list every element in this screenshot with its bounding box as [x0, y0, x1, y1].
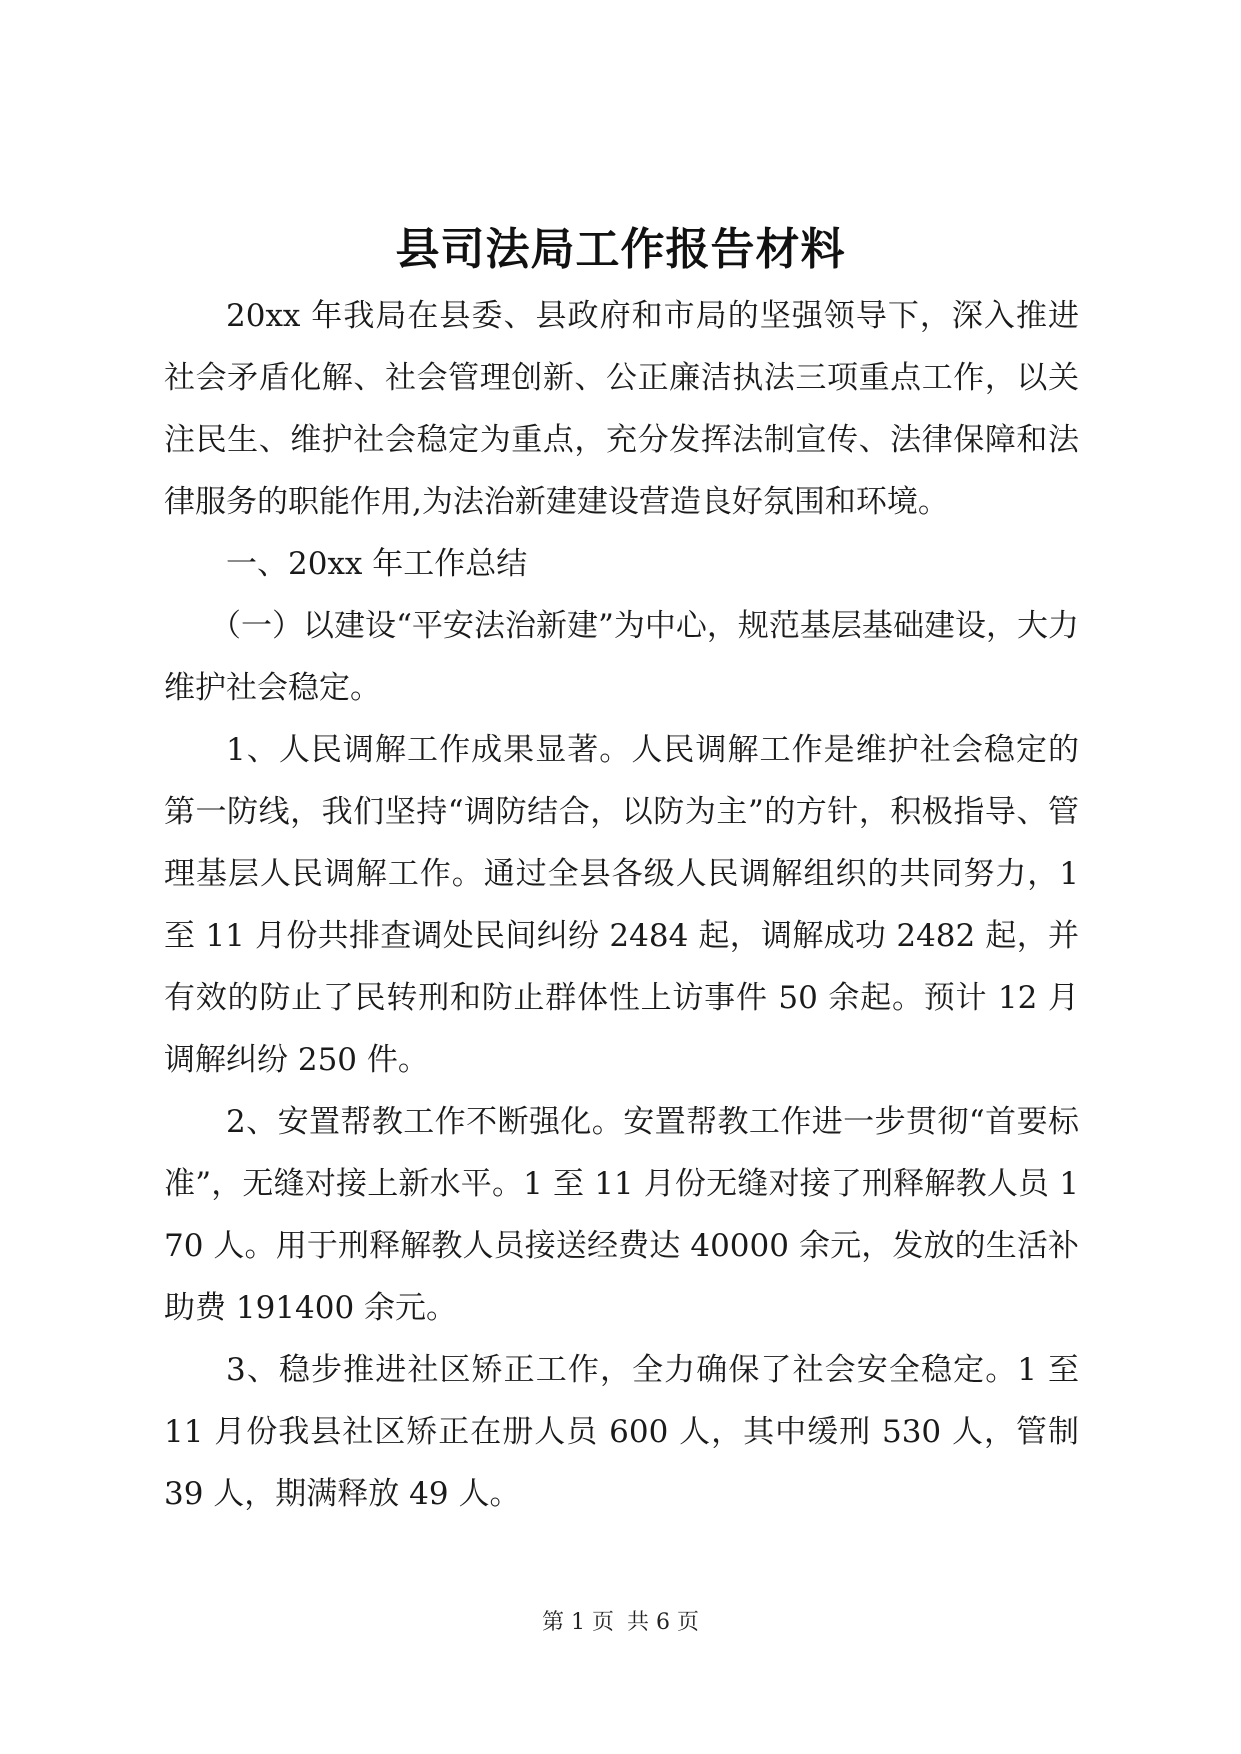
subsection-heading: （一）以建设“平安法治新建”为中心，规范基层基础建设，大力维护社会稳定。 [164, 608, 1079, 706]
document-body [164, 285, 1079, 1525]
item-paragraph-resettlement: 2、安置帮教工作不断强化。安置帮教工作进一步贯彻“首要标准”，无缝对接上新水平。1 至 11 月份无缝对接了刑释解教人员 170 人。用于刑释解教人员接送经费达 40000 余元，发放的生活补助费 191400 余元。 [164, 1104, 1079, 1326]
intro-paragraph: 20xx 年我局在县委、县政府和市局的坚强领导下，深入推进社会矛盾化解、社会管理创新、公正廉洁执法三项重点工作，以关注民生、维护社会稳定为重点，充分发挥法制宣传、法律保障和法律服务的职能作用,为法治新建建设营造良好氛围和环境。 [164, 298, 1079, 520]
page-footer [0, 1608, 1241, 1638]
section-heading: 一、20xx 年工作总结 [226, 546, 528, 582]
item-paragraph-community-correction: 3、稳步推进社区矫正工作，全力确保了社会安全稳定。1 至 11 月份我县社区矫正在册人员 600 人，其中缓刑 530 人，管制 39 人，期满释放 49 人。 [164, 1352, 1079, 1512]
document-title: 县司法局工作报告材料 [395, 224, 846, 275]
page-total: 共 6 页 [627, 1610, 699, 1635]
item-paragraph-mediation: 1、人民调解工作成果显著。人民调解工作是维护社会稳定的第一防线，我们坚持“调防结合，以防为主”的方针，积极指导、管理基层人民调解工作。通过全县各级人民调解组织的共同努力，1 至 11 月份共排查调处民间纠纷 2484 起，调解成功 2482 起，并有效的防止了民转刑和防止群体性上访事件 50 余起。预计 12 月调解纠纷 250 件。 [164, 732, 1079, 1078]
page-number: 第 1 页 [542, 1610, 614, 1635]
